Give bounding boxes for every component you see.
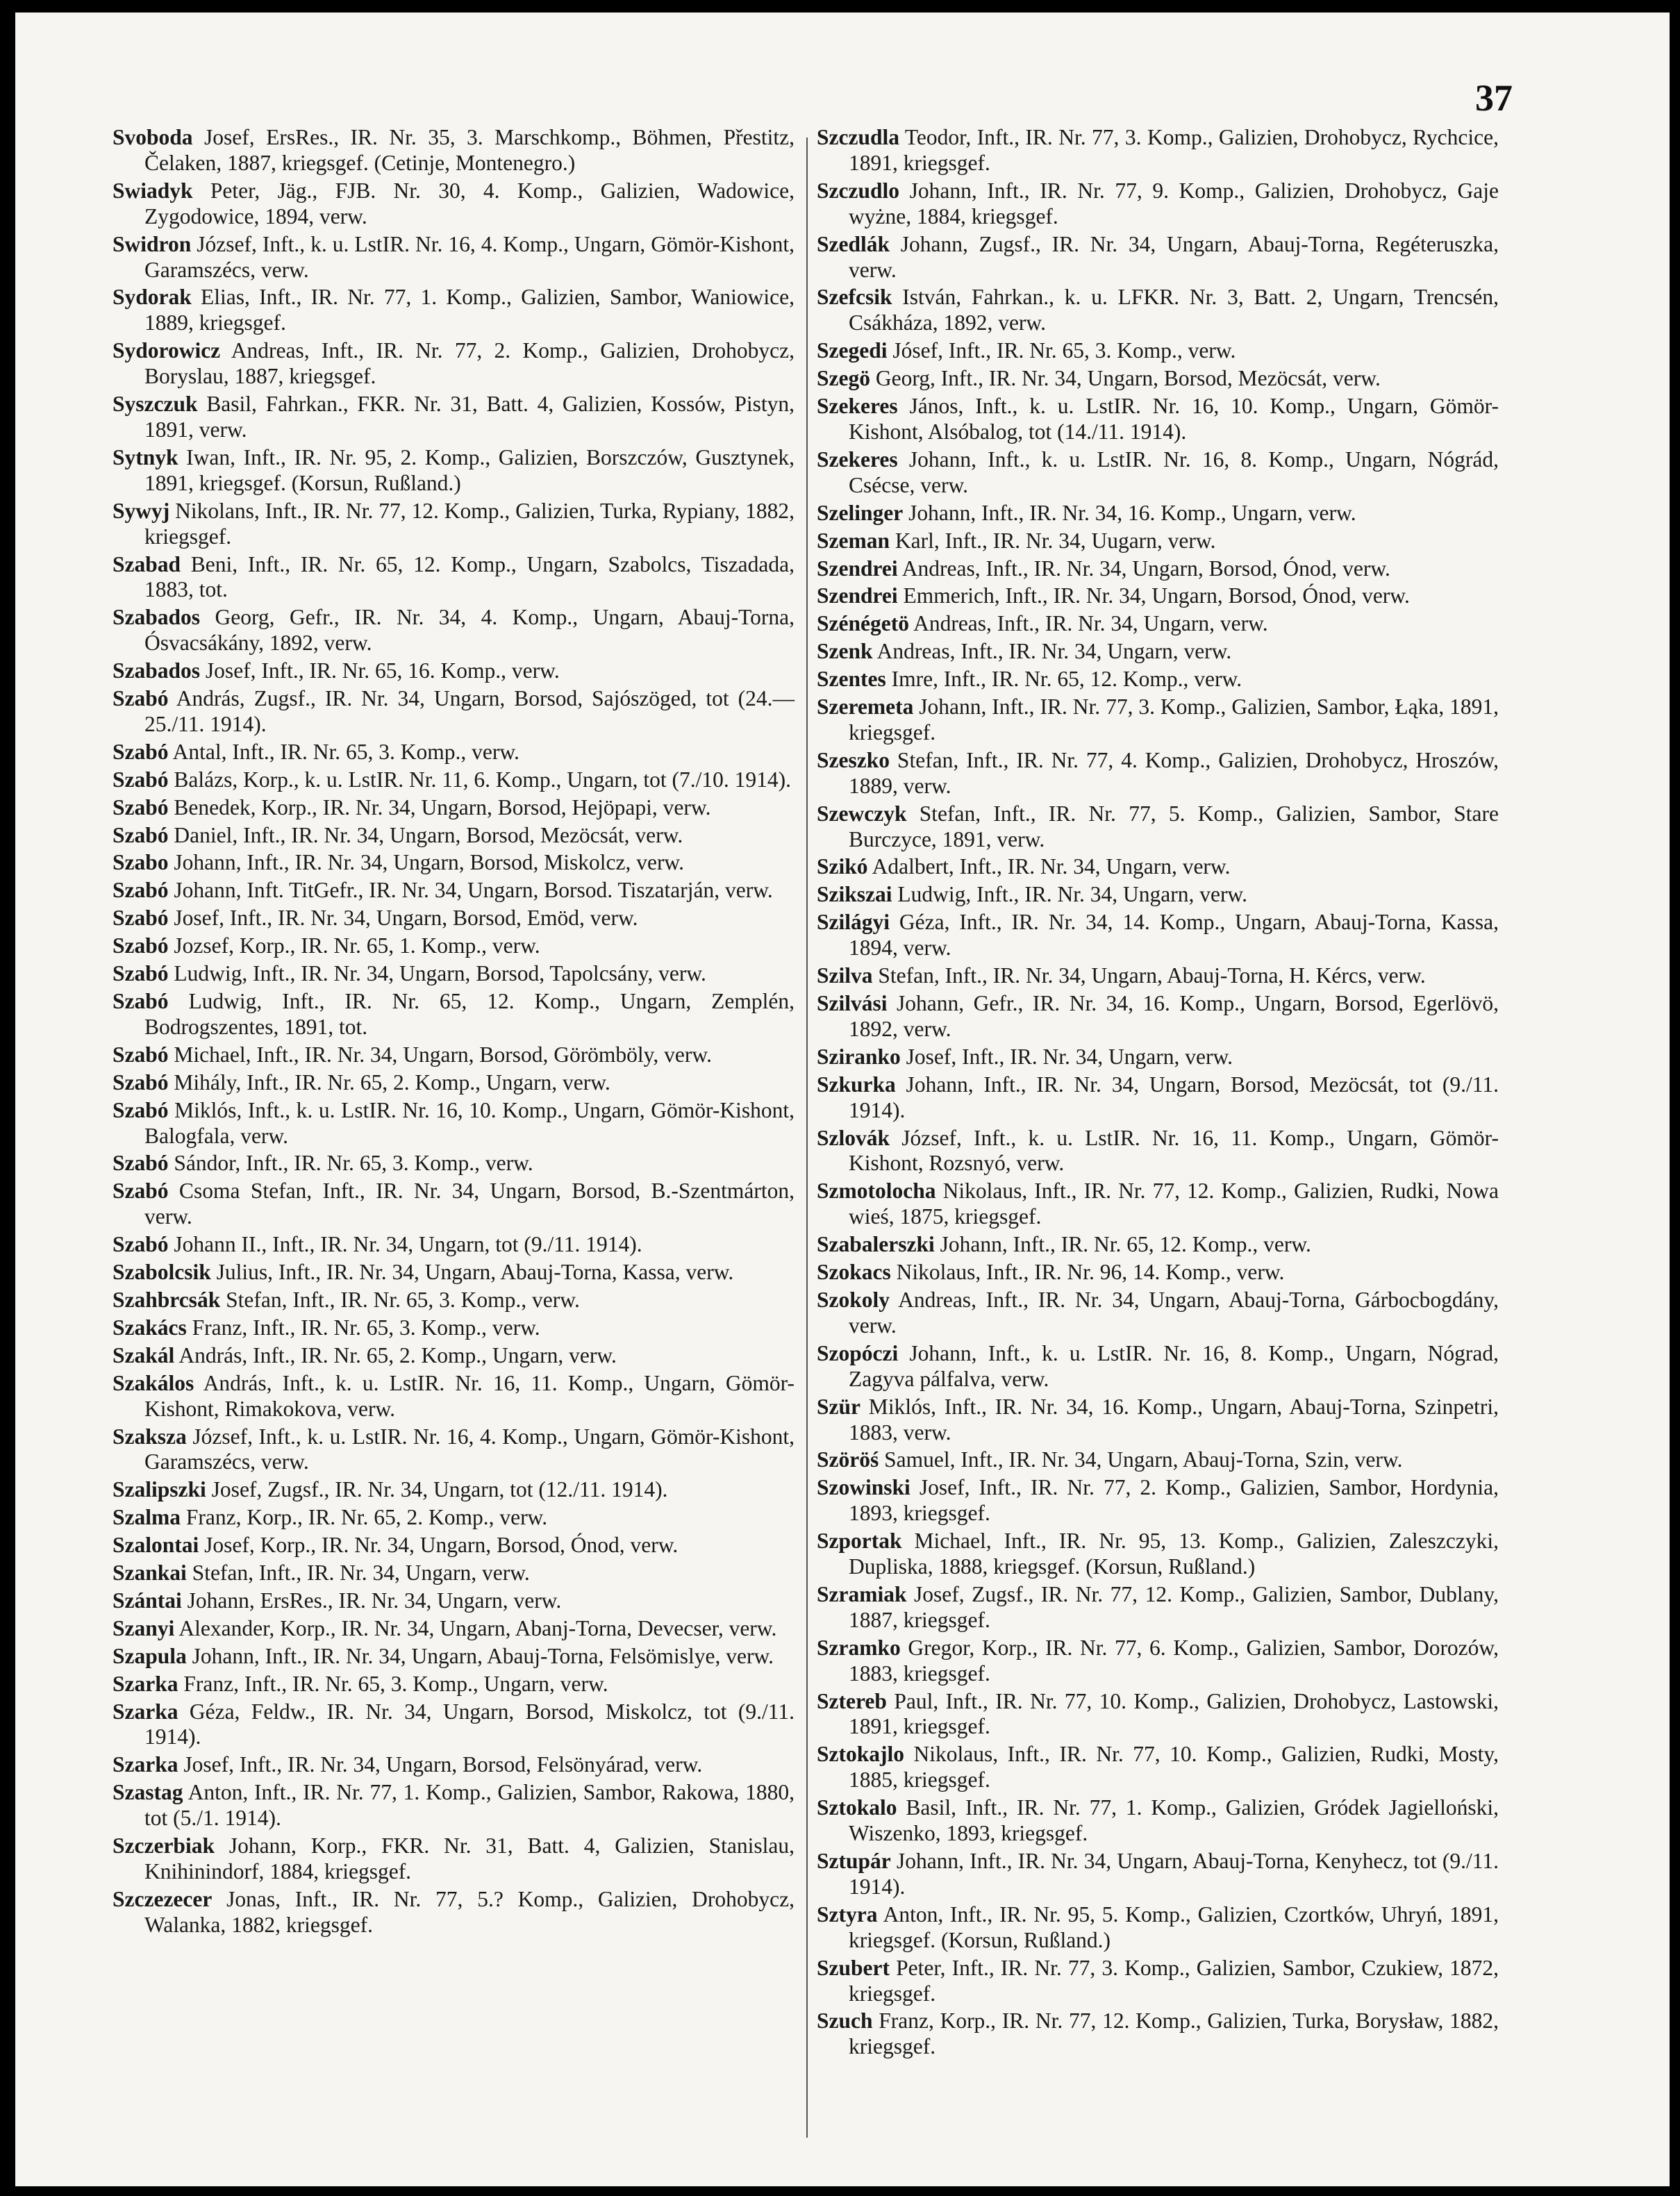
register-entry [817, 501, 1499, 526]
register-entry [113, 933, 795, 959]
entry-details: Elias, Inft., IR. Nr. 77, 1. Komp., Galizien, Sambor, Waniowice, 1889, kriegsgef. [144, 285, 795, 335]
entry-details: Nikolaus, Inft., IR. Nr. 77, 10. Komp., Galizien, Rudki, Mosty, 1885, kriegsgef. [849, 1742, 1499, 1792]
entry-surname: Szramiak [817, 1581, 907, 1606]
register-entry [113, 658, 795, 684]
entry-details: Josef, Korp., IR. Nr. 34, Ungarn, Borsod, Ónod, verw. [199, 1533, 679, 1558]
register-entry [817, 1689, 1499, 1740]
entry-surname: Szekeres [817, 447, 898, 472]
entry-details: Johann, Inft., IR. Nr. 77, 3. Komp., Galizien, Sambor, Łąka, 1891, kriegsgef. [849, 694, 1499, 745]
entry-details: Basil, Inft., IR. Nr. 77, 1. Komp., Galizien, Gródek Jagielloński, Wiszenko, 1893, kriegsgef. [849, 1795, 1499, 1846]
entry-surname: Szelinger [817, 500, 904, 525]
entry-details: Georg, Gefr., IR. Nr. 34, 4. Komp., Ungarn, Abauj-Torna, Ósvacsákány, 1892, verw. [144, 605, 795, 656]
entry-surname: Szczezecer [113, 1886, 213, 1911]
entry-details: Stefan, Inft., IR. Nr. 77, 4. Komp., Galizien, Drohobycz, Hroszów, 1889, verw. [849, 747, 1499, 798]
register-entry [817, 1849, 1499, 1900]
entry-details: Johann, Inft., IR. Nr. 34, 16. Komp., Ungarn, verw. [903, 500, 1356, 525]
register-entry [113, 767, 795, 793]
entry-surname: Szenk [817, 639, 873, 664]
entry-details: András, Inft., IR. Nr. 65, 2. Komp., Ungarn, verw. [174, 1342, 617, 1367]
entry-surname: Szántai [113, 1588, 182, 1613]
register-entry [113, 1833, 795, 1885]
entry-details: András, Inft., k. u. LstIR. Nr. 16, 11. Komp., Ungarn, Gömör-Kishont, Rimakokova, verw. [144, 1370, 795, 1421]
register-entry [817, 1232, 1499, 1258]
entry-details: Peter, Jäg., FJB. Nr. 30, 4. Komp., Galizien, Wadowice, Zygodowice, 1894, verw. [144, 178, 795, 228]
entry-details: Nikolaus, Inft., IR. Nr. 96, 14. Komp., verw. [890, 1260, 1285, 1285]
register-entry [113, 961, 795, 987]
entry-surname: Szarka [113, 1671, 178, 1696]
entry-surname: Sytnyk [113, 444, 178, 469]
register-entry [113, 1151, 795, 1176]
register-entry [817, 1956, 1499, 2007]
entry-details: Johann, ErsRes., IR. Nr. 34, Ungarn, verw. [181, 1588, 562, 1613]
entry-details: Paul, Inft., IR. Nr. 77, 10. Komp., Galizien, Drohobycz, Lastowski, 1891, kriegsgef. [849, 1688, 1499, 1739]
entry-details: Ludwig, Inft., IR. Nr. 34, Ungarn, verw. [892, 882, 1248, 907]
register-entry [817, 366, 1499, 392]
register-entry [113, 1179, 795, 1230]
entry-details: Andreas, Inft., IR. Nr. 34, Ungarn, verw. [908, 611, 1268, 636]
entry-surname: Szokacs [817, 1260, 891, 1285]
register-entry [817, 1341, 1499, 1392]
entry-details: Antal, Inft., IR. Nr. 65, 3. Komp., verw. [168, 739, 519, 764]
entry-details: Franz, Korp., IR. Nr. 77, 12. Komp., Galizien, Turka, Borysław, 1882, kriegsgef. [849, 2008, 1499, 2059]
register-entry [113, 823, 795, 849]
entry-surname: Szabalerszki [817, 1232, 935, 1257]
entry-details: Josef, Inft., IR. Nr. 34, Ungarn, Borsod, Emöd, verw. [168, 906, 638, 931]
entry-surname: Szczerbiak [113, 1833, 215, 1858]
entry-details: Stefan, Inft., IR. Nr. 77, 5. Komp., Galizien, Sambor, Stare Burczyce, 1891, verw. [849, 801, 1499, 851]
entry-details: Ludwig, Inft., IR. Nr. 65, 12. Komp., Ungarn, Zemplén, Bodrogszentes, 1891, tot. [144, 989, 795, 1039]
entry-details: Franz, Inft., IR. Nr. 65, 3. Komp., verw. [186, 1315, 540, 1340]
register-entry [113, 740, 795, 765]
register-entry [817, 882, 1499, 908]
entry-details: Benedek, Korp., IR. Nr. 34, Ungarn, Borsod, Hejöpapi, verw. [168, 795, 711, 820]
register-entry [113, 178, 795, 230]
document-page [15, 13, 1670, 2186]
entry-surname: Szramko [817, 1635, 901, 1660]
register-entry [817, 1475, 1499, 1527]
entry-details: Nikolaus, Inft., IR. Nr. 77, 12. Komp., Galizien, Rudki, Nowa wieś, 1875, kriegsgef. [849, 1179, 1499, 1229]
register-entry [817, 1395, 1499, 1446]
entry-surname: Szabó [113, 1151, 169, 1176]
register-entry [817, 1072, 1499, 1124]
entry-surname: Szczudla [817, 125, 900, 149]
entry-details: Stefan, Inft., IR. Nr. 34, Ungarn, Abauj-Torna, H. Kércs, verw. [872, 963, 1426, 988]
entry-surname: Syszczuk [113, 392, 198, 417]
register-entry [113, 1042, 795, 1068]
entry-surname: Szeman [817, 528, 890, 553]
entry-surname: Szedlák [817, 231, 890, 256]
entry-details: Csoma Stefan, Inft., IR. Nr. 34, Ungarn, Borsod, B.-Szentmárton, verw. [144, 1179, 795, 1229]
register-entry [817, 583, 1499, 609]
register-entry [113, 850, 795, 876]
entry-surname: Szmotolocha [817, 1179, 936, 1204]
register-entry [817, 694, 1499, 746]
register-entry [817, 639, 1499, 665]
entry-surname: Szilvási [817, 991, 888, 1015]
register-entry [113, 1561, 795, 1586]
entry-surname: Szuch [817, 2008, 873, 2033]
register-entry [113, 1315, 795, 1341]
entry-details: Adalbert, Inft., IR. Nr. 34, Ungarn, verw. [867, 854, 1231, 879]
register-entry [817, 447, 1499, 499]
entry-details: Andreas, Inft., IR. Nr. 77, 2. Komp., Galizien, Drohobycz, Boryslau, 1887, kriegsgef. [144, 338, 795, 389]
entry-surname: Szubert [817, 1955, 890, 1980]
register-entry [113, 1505, 795, 1531]
register-entry [113, 1887, 795, 1938]
entry-details: Emmerich, Inft., IR. Nr. 34, Ungarn, Borsod, Ónod, verw. [897, 583, 1410, 608]
entry-surname: Szabó [113, 878, 169, 903]
entry-details: Mihály, Inft., IR. Nr. 65, 2. Komp., Ungarn, verw. [168, 1070, 610, 1095]
entry-surname: Sywyj [113, 498, 170, 523]
entry-surname: Szanyi [113, 1615, 175, 1640]
register-entry [817, 1045, 1499, 1070]
entry-surname: Szabó [113, 1070, 169, 1095]
entry-details: Josef, Inft., IR. Nr. 34, Ungarn, verw. [900, 1044, 1233, 1069]
entry-surname: Szahbrcsák [113, 1287, 221, 1312]
entry-surname: Szabo [113, 850, 169, 875]
entry-surname: Sztyra [817, 1902, 878, 1927]
entry-surname: Szabó [113, 795, 169, 820]
entry-details: Johann, Inft., IR. Nr. 65, 12. Komp., verw. [934, 1232, 1311, 1257]
entry-details: Karl, Inft., IR. Nr. 34, Uugarn, verw. [890, 528, 1216, 553]
entry-details: Franz, Inft., IR. Nr. 65, 3. Komp., Ungarn, verw. [178, 1671, 608, 1696]
entry-surname: Sztokalo [817, 1795, 897, 1820]
entry-surname: Szopóczi [817, 1340, 899, 1365]
register-entry [113, 392, 795, 443]
entry-details: Anton, Inft., IR. Nr. 95, 5. Komp., Galizien, Czortków, Uhryń, 1891, kriegsgef. (Korsun, Rußland.) [849, 1902, 1499, 1952]
entry-details: Iwan, Inft., IR. Nr. 95, 2. Komp., Galizien, Borszczów, Gusztynek, 1891, kriegsgef. (Korsun, Rußland.) [144, 444, 795, 495]
register-entry [113, 605, 795, 656]
entry-details: József, Inft., k. u. LstIR. Nr. 16, 11. Komp., Ungarn, Gömör-Kishont, Rozsnyó, verw. [849, 1125, 1499, 1176]
entry-details: Michael, Inft., IR. Nr. 95, 13. Komp., Galizien, Zaleszczyki, Dupliska, 1888, kriegsgef. (Korsun, Rußland.) [849, 1529, 1499, 1579]
register-entry [817, 232, 1499, 283]
entry-details: András, Zugsf., IR. Nr. 34, Ungarn, Borsod, Sajószöged, tot (24.—25./11. 1914). [144, 686, 795, 736]
entry-surname: Szlovák [817, 1125, 890, 1150]
entry-details: Johann, Gefr., IR. Nr. 34, 16. Komp., Ungarn, Borsod, Egerlövö, 1892, verw. [849, 991, 1499, 1041]
entry-surname: Szikszai [817, 882, 892, 907]
entry-details: József, Inft., k. u. LstIR. Nr. 16, 4. Komp., Ungarn, Gömör-Kishont, Garamszécs, verw. [144, 1424, 795, 1474]
register-entry [113, 232, 795, 283]
register-entry [113, 1343, 795, 1369]
register-entry [817, 1636, 1499, 1687]
entry-details: Josef, ErsRes., IR. Nr. 35, 3. Marschkomp., Böhmen, Přestitz, Čelaken, 1887, kriegsgef. (Cetinje, Montenegro.) [144, 125, 795, 175]
register-entry [817, 963, 1499, 989]
register-entry [817, 1447, 1499, 1473]
entry-details: Teodor, Inft., IR. Nr. 77, 3. Komp., Galizien, Drohobycz, Rychcice, 1891, kriegsgef. [849, 125, 1499, 175]
register-entry [113, 1699, 795, 1751]
entry-details: Johann, Inft. TitGefr., IR. Nr. 34, Ungarn, Borsod. Tiszatarján, verw. [168, 878, 773, 903]
register-entry [817, 556, 1499, 582]
entry-surname: Szür [817, 1394, 860, 1419]
entry-surname: Szakács [113, 1315, 187, 1340]
entry-surname: Szabó [113, 822, 169, 847]
entry-details: Johann II., Inft., IR. Nr. 34, Ungarn, tot (9./11. 1914). [168, 1232, 642, 1257]
register-entry [113, 1260, 795, 1286]
entry-details: Stefan, Inft., IR. Nr. 34, Ungarn, verw. [186, 1561, 530, 1586]
register-entry [113, 1752, 795, 1778]
register-entry [113, 1424, 795, 1476]
entry-surname: Szabó [113, 989, 169, 1013]
entry-details: Balázs, Korp., k. u. LstIR. Nr. 11, 6. Komp., Ungarn, tot (7./10. 1914). [168, 767, 792, 792]
entry-surname: Szénégetö [817, 611, 909, 636]
entry-surname: Szapula [113, 1643, 187, 1668]
register-entry [817, 178, 1499, 230]
entry-details: Géza, Feldw., IR. Nr. 34, Ungarn, Borsod, Miskolcz, tot (9./11. 1914). [144, 1699, 795, 1749]
entry-surname: Sziranko [817, 1044, 901, 1069]
entry-details: Andreas, Inft., IR. Nr. 34, Ungarn, Abauj-Torna, Gárbocbogdány, verw. [849, 1287, 1499, 1338]
entry-details: Basil, Fahrkan., FKR. Nr. 31, Batt. 4, Galizien, Kossów, Pistyn, 1891, verw. [144, 392, 795, 442]
entry-surname: Szikó [817, 854, 868, 879]
entry-details: Johann, Zugsf., IR. Nr. 34, Ungarn, Abauj-Torna, Regéteruszka, verw. [849, 231, 1499, 282]
register-entry [113, 285, 795, 336]
entry-surname: Szakál [113, 1342, 175, 1367]
register-entry [817, 1529, 1499, 1580]
entry-surname: Szilágyi [817, 910, 890, 935]
entry-details: János, Inft., k. u. LstIR. Nr. 16, 10. Komp., Ungarn, Gömör-Kishont, Alsóbalog, tot (14./11. 1914). [849, 394, 1499, 444]
entry-details: Julius, Inft., IR. Nr. 34, Ungarn, Abauj-Torna, Kassa, verw. [210, 1260, 734, 1285]
entry-details: Andreas, Inft., IR. Nr. 34, Ungarn, Borsod, Ónod, verw. [897, 556, 1390, 581]
register-entry [113, 1616, 795, 1642]
register-entry [113, 989, 795, 1040]
entry-surname: Szastag [113, 1780, 183, 1805]
entry-surname: Szabó [113, 767, 169, 792]
entry-surname: Szalma [113, 1505, 181, 1530]
entry-surname: Szokoly [817, 1287, 890, 1312]
entry-surname: Szabados [113, 658, 201, 683]
register-entry [113, 795, 795, 821]
register-entry [113, 686, 795, 738]
register-entry [817, 125, 1499, 176]
register-entry [113, 499, 795, 550]
entry-surname: Szalontai [113, 1533, 199, 1558]
entry-surname: Szentes [817, 667, 886, 692]
register-entry [113, 1288, 795, 1313]
entry-details: Gregor, Korp., IR. Nr. 77, 6. Komp., Galizien, Sambor, Dorozów, 1883, kriegsgef. [849, 1635, 1499, 1686]
register-entry [113, 1780, 795, 1831]
register-entry [817, 991, 1499, 1042]
entry-surname: Szilva [817, 963, 873, 988]
entry-surname: Szewczyk [817, 801, 907, 826]
register-entry [817, 529, 1499, 554]
entry-details: Samuel, Inft., IR. Nr. 34, Ungarn, Abauj-Torna, Szin, verw. [879, 1447, 1403, 1472]
page-number: 37 [1475, 77, 1513, 119]
entry-details: Johann, Inft., k. u. LstIR. Nr. 16, 8. Komp., Ungarn, Nógrád, Csécse, verw. [849, 447, 1499, 497]
entry-surname: Szabó [113, 933, 169, 958]
entry-surname: Svoboda [113, 125, 193, 149]
entry-details: Sándor, Inft., IR. Nr. 65, 3. Komp., verw. [168, 1151, 533, 1176]
register-entry [817, 748, 1499, 799]
entry-surname: Szabad [113, 551, 181, 576]
entry-details: Johann, Inft., IR. Nr. 34, Ungarn, Abauj-Torna, Kenyhecz, tot (9./11. 1914). [849, 1849, 1499, 1899]
entry-details: Josef, Inft., IR. Nr. 77, 2. Komp., Galizien, Sambor, Hordynia, 1893, kriegsgef. [849, 1475, 1499, 1526]
register-entry [113, 338, 795, 390]
entry-details: Josef, Zugsf., IR. Nr. 34, Ungarn, tot (12./11. 1914). [206, 1477, 668, 1502]
entry-details: Josef, Inft., IR. Nr. 65, 16. Komp., verw. [200, 658, 560, 683]
register-entry [817, 394, 1499, 445]
entry-details: Peter, Inft., IR. Nr. 77, 3. Komp., Galizien, Sambor, Czukiew, 1872, kriegsgef. [849, 1955, 1499, 2006]
register-entry [817, 667, 1499, 692]
entry-details: Jósef, Inft., IR. Nr. 65, 3. Komp., verw. [887, 338, 1236, 363]
entry-surname: Szendrei [817, 556, 898, 581]
entry-details: Josef, Zugsf., IR. Nr. 77, 12. Komp., Galizien, Sambor, Dublany, 1887, kriegsgef. [849, 1581, 1499, 1632]
entry-surname: Szkurka [817, 1072, 896, 1097]
register-entry [817, 801, 1499, 853]
entry-surname: Szarka [113, 1699, 178, 1724]
entry-surname: Szabó [113, 1232, 169, 1257]
column-divider [806, 138, 808, 2138]
register-entry [817, 1742, 1499, 1793]
entry-surname: Szabó [113, 1042, 169, 1067]
entry-surname: Szportak [817, 1529, 902, 1554]
register-entry [817, 285, 1499, 336]
register-entry [113, 1098, 795, 1149]
entry-surname: Sztokajlo [817, 1742, 904, 1767]
entry-surname: Szefcsik [817, 285, 892, 310]
entry-details: Géza, Inft., IR. Nr. 34, 14. Komp., Ungarn, Abauj-Torna, Kassa, 1894, verw. [849, 910, 1499, 960]
entry-details: Franz, Korp., IR. Nr. 65, 2. Komp., verw. [181, 1505, 548, 1530]
entry-details: Stefan, Inft., IR. Nr. 65, 3. Komp., verw. [220, 1287, 580, 1312]
entry-surname: Szankai [113, 1561, 187, 1586]
entry-details: Ludwig, Inft., IR. Nr. 34, Ungarn, Borsod, Tapolcsány, verw. [168, 961, 706, 986]
entry-surname: Szeremeta [817, 694, 914, 719]
register-entry [113, 1588, 795, 1614]
entry-surname: Sydorowicz [113, 338, 221, 363]
entry-surname: Szowinski [817, 1475, 910, 1500]
entry-surname: Szabó [113, 906, 169, 931]
entry-details: István, Fahrkan., k. u. LFKR. Nr. 3, Batt. 2, Ungarn, Trencsén, Csákháza, 1892, verw. [849, 285, 1499, 335]
register-entry [113, 552, 795, 604]
entry-details: Andreas, Inft., IR. Nr. 34, Ungarn, verw. [872, 639, 1232, 664]
entry-surname: Szalipszki [113, 1477, 206, 1502]
entry-details: Jozsef, Korp., IR. Nr. 65, 1. Komp., verw. [168, 933, 540, 958]
entry-surname: Sztereb [817, 1688, 887, 1713]
entry-details: Johann, Inft., IR. Nr. 34, Ungarn, Abauj-Torna, Felsömislye, verw. [186, 1643, 774, 1668]
register-entry [113, 878, 795, 904]
entry-details: Miklós, Inft., k. u. LstIR. Nr. 16, 10. Komp., Ungarn, Gömör-Kishont, Balogfala, verw. [144, 1097, 795, 1148]
register-entry [113, 1232, 795, 1258]
entry-surname: Swidron [113, 231, 192, 256]
register-entry [113, 1672, 795, 1697]
register-entry [817, 1582, 1499, 1633]
register-entry [817, 2008, 1499, 2060]
register-entry [817, 910, 1499, 961]
entry-details: Johann, Inft., IR. Nr. 34, Ungarn, Borsod, Mezöcsát, tot (9./11. 1914). [849, 1072, 1499, 1122]
entry-surname: Szabolcsik [113, 1260, 211, 1285]
register-entry [817, 611, 1499, 637]
entry-surname: Szendrei [817, 583, 898, 608]
entry-surname: Szakálos [113, 1370, 194, 1395]
entry-surname: Sydorak [113, 285, 192, 310]
register-entry [817, 854, 1499, 880]
entry-surname: Szabó [113, 1179, 169, 1204]
register-entry [817, 1126, 1499, 1177]
entry-details: Daniel, Inft., IR. Nr. 34, Ungarn, Borsod, Mezöcsát, verw. [168, 822, 683, 847]
entry-surname: Szabó [113, 739, 169, 764]
register-entry [113, 125, 795, 176]
entry-details: Nikolans, Inft., IR. Nr. 77, 12. Komp., Galizien, Turka, Rypiany, 1882, kriegsgef. [144, 498, 795, 549]
entry-details: Georg, Inft., IR. Nr. 34, Ungarn, Borsod, Mezöcsát, verw. [870, 366, 1381, 391]
register-entry [817, 338, 1499, 364]
entry-surname: Szegö [817, 366, 870, 391]
right-column [817, 125, 1499, 2062]
entry-details: Beni, Inft., IR. Nr. 65, 12. Komp., Ungarn, Szabolcs, Tiszadada, 1883, tot. [144, 551, 795, 602]
entry-surname: Szarka [113, 1752, 178, 1777]
register-entry [113, 1644, 795, 1670]
entry-surname: Sztupár [817, 1849, 891, 1873]
register-entry [113, 1477, 795, 1503]
entry-surname: Szöröś [817, 1447, 879, 1472]
register-entry [817, 1288, 1499, 1339]
entry-surname: Swiadyk [113, 178, 193, 203]
register-entry [817, 1179, 1499, 1230]
entry-details: Johann, Inft., IR. Nr. 34, Ungarn, Borsod, Miskolcz, verw. [168, 850, 685, 875]
entry-details: Imre, Inft., IR. Nr. 65, 12. Komp., verw. [885, 667, 1242, 692]
register-entry [817, 1902, 1499, 1954]
entry-details: Josef, Inft., IR. Nr. 34, Ungarn, Borsod, Felsönyárad, verw. [178, 1752, 703, 1777]
entry-details: Miklós, Inft., IR. Nr. 34, 16. Komp., Ungarn, Abauj-Torna, Szinpetri, 1883, verw. [849, 1394, 1499, 1445]
entry-surname: Szczudlo [817, 178, 900, 203]
entry-surname: Szaksza [113, 1424, 187, 1449]
entry-details: Johann, Korp., FKR. Nr. 31, Batt. 4, Galizien, Stanislau, Knihinindorf, 1884, kriegsgef. [144, 1833, 795, 1883]
register-entry [817, 1260, 1499, 1286]
entry-details: Jonas, Inft., IR. Nr. 77, 5.? Komp., Galizien, Drohobycz, Walanka, 1882, kriegsgef. [144, 1886, 795, 1937]
entry-details: Michael, Inft., IR. Nr. 34, Ungarn, Borsod, Görömböly, verw. [168, 1042, 712, 1067]
entry-details: József, Inft., k. u. LstIR. Nr. 16, 4. Komp., Ungarn, Gömör-Kishont, Garamszécs, verw. [144, 231, 795, 282]
register-entry [113, 1533, 795, 1558]
entry-surname: Szabados [113, 605, 201, 630]
register-entry [113, 906, 795, 931]
entry-surname: Szegedi [817, 338, 888, 363]
entry-surname: Szeszko [817, 747, 890, 772]
register-entry [113, 445, 795, 497]
entry-details: Johann, Inft., k. u. LstIR. Nr. 16, 8. Komp., Ungarn, Nógrad, Zagyva pálfalva, verw. [849, 1340, 1499, 1391]
entry-surname: Szekeres [817, 394, 898, 419]
left-column [113, 125, 795, 1940]
register-entry [113, 1070, 795, 1096]
entry-details: Alexander, Korp., IR. Nr. 34, Ungarn, Abanj-Torna, Devecser, verw. [174, 1615, 777, 1640]
entry-details: Johann, Inft., IR. Nr. 77, 9. Komp., Galizien, Drohobycz, Gaje wyżne, 1884, kriegsgef. [849, 178, 1499, 228]
register-entry [817, 1795, 1499, 1847]
entry-surname: Szabó [113, 686, 169, 711]
entry-surname: Szabó [113, 961, 169, 986]
register-entry [113, 1371, 795, 1422]
entry-surname: Szabó [113, 1097, 169, 1122]
entry-details: Anton, Inft., IR. Nr. 77, 1. Komp., Galizien, Sambor, Rakowa, 1880, tot (5./1. 1914). [144, 1780, 795, 1831]
